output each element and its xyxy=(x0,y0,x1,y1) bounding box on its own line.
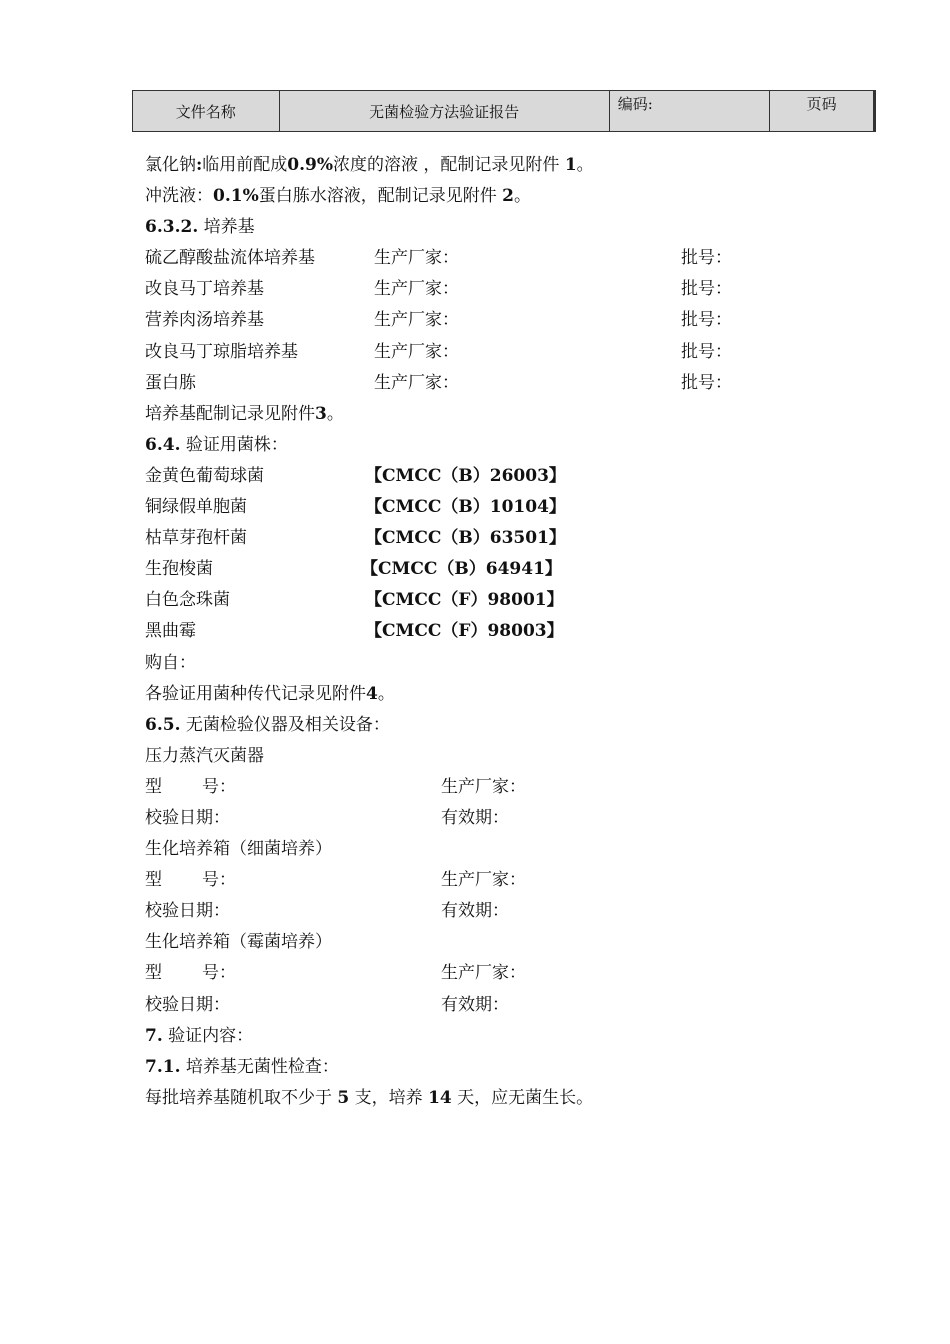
model-label-b: 号： xyxy=(202,870,236,891)
strain-code: 【CMCC（B）26003】 xyxy=(365,465,566,486)
batch-label: 批号： xyxy=(681,372,732,393)
equipment-name xyxy=(145,834,845,865)
nacl-colon: : xyxy=(196,155,203,175)
nacl-end: 。 xyxy=(576,155,594,175)
media-record-line xyxy=(145,399,845,430)
calibration-label: 校验日期： xyxy=(145,994,230,1015)
strain-code: 【CMCC（B）64941】 xyxy=(361,559,562,580)
strain-source-line xyxy=(145,648,845,679)
validation-heading xyxy=(145,1021,845,1052)
equipment-label: 生化培养箱（细菌培养） xyxy=(145,839,332,860)
media-row xyxy=(145,368,845,399)
batch-label: 批号： xyxy=(681,248,732,269)
manufacturer-label: 生产厂家： xyxy=(374,310,459,331)
strains-heading xyxy=(145,430,845,461)
model-label-a: 型 xyxy=(145,963,162,984)
calibration-label: 校验日期： xyxy=(145,807,230,828)
validity-label: 有效期： xyxy=(441,994,509,1015)
strain-source-label: 购自： xyxy=(145,652,196,673)
rinse-concentration: 0.1% xyxy=(213,186,259,207)
manufacturer-label: 生产厂家： xyxy=(441,963,526,984)
strain-code: 【CMCC（F）98003】 xyxy=(365,621,564,642)
rinse-label: 冲洗液： xyxy=(145,186,213,207)
media-record-text: 培养基配制记录见附件 xyxy=(145,403,315,424)
media-record-end: 。 xyxy=(326,403,344,424)
section-title: 培养基 xyxy=(203,217,255,238)
equipment-model-row xyxy=(145,865,845,896)
strain-code: 【CMCC（F）98001】 xyxy=(365,590,564,611)
section-number: 6.3.2. xyxy=(145,217,199,238)
strain-code: 【CMCC（B）10104】 xyxy=(365,497,566,518)
section-title: 无菌检验仪器及相关设备： xyxy=(185,714,390,735)
strain-row xyxy=(145,461,845,492)
strain-record-line xyxy=(145,679,845,710)
equipment-date-row xyxy=(145,803,845,834)
strain-name: 铜绿假单胞菌 xyxy=(145,497,247,518)
strain-name: 黑曲霉 xyxy=(145,621,196,642)
model-label-b: 号： xyxy=(202,776,236,797)
manufacturer-label: 生产厂家： xyxy=(441,776,526,797)
file-name-label: 文件名称 xyxy=(133,91,280,131)
equipment-date-row xyxy=(145,990,845,1021)
strain-name: 金黄色葡萄球菌 xyxy=(145,465,264,486)
nacl-text2: 浓度的溶液 ，配制记录见附件 xyxy=(333,155,560,175)
equipment-name xyxy=(145,741,845,772)
model-label-b: 号： xyxy=(202,963,236,984)
equipment-heading xyxy=(145,710,845,741)
media-row xyxy=(145,243,845,274)
media-row xyxy=(145,337,845,368)
strain-row xyxy=(145,492,845,523)
strain-row xyxy=(145,554,845,585)
validation-text-c: 天，应无菌生长。 xyxy=(457,1087,594,1108)
media-name: 硫乙醇酸盐流体培养基 xyxy=(145,248,315,269)
media-record-attachment: 3 xyxy=(315,403,327,424)
validation-subheading xyxy=(145,1052,845,1083)
validity-label: 有效期： xyxy=(441,901,509,922)
media-row xyxy=(145,305,845,336)
batch-label: 批号： xyxy=(681,279,732,300)
nacl-text: 临用前配成 xyxy=(202,155,288,175)
validation-text-b: 支，培养 xyxy=(354,1087,423,1108)
manufacturer-label: 生产厂家： xyxy=(374,248,459,269)
equipment-label: 生化培养箱（霉菌培养） xyxy=(145,932,332,953)
strain-name: 枯草芽孢杆菌 xyxy=(145,528,247,549)
section-title: 验证内容： xyxy=(168,1025,254,1046)
rinse-line xyxy=(145,181,845,212)
equipment-model-row xyxy=(145,772,845,803)
equipment-name xyxy=(145,927,845,958)
section-number: 6.4. xyxy=(145,434,181,455)
nacl-attachment: 1 xyxy=(564,155,577,175)
nacl-label: 氯化钠 xyxy=(145,155,196,175)
strain-code: 【CMCC（B）63501】 xyxy=(365,528,566,549)
page-label: 页码 xyxy=(806,95,837,113)
subsection-title: 培养基无菌性检查： xyxy=(185,1056,339,1077)
code-label: 编码: xyxy=(610,91,771,131)
manufacturer-label: 生产厂家： xyxy=(441,870,526,891)
rinse-attachment: 2 xyxy=(502,186,514,207)
manufacturer-label: 生产厂家： xyxy=(374,341,459,362)
media-row xyxy=(145,274,845,305)
validity-label: 有效期： xyxy=(441,807,509,828)
strain-record-attachment: 4 xyxy=(366,683,378,704)
validation-text-line xyxy=(145,1083,845,1114)
document-body xyxy=(145,150,845,1114)
culture-days: 14 xyxy=(428,1087,452,1108)
media-name: 蛋白胨 xyxy=(145,372,196,393)
batch-label: 批号： xyxy=(681,310,732,331)
manufacturer-label: 生产厂家： xyxy=(374,279,459,300)
strain-record-text: 各验证用菌种传代记录见附件 xyxy=(145,683,366,704)
rinse-text: 蛋白胨水溶液，配制记录见附件 xyxy=(258,186,497,207)
strain-row xyxy=(145,523,845,554)
section-number: 7. xyxy=(145,1025,163,1046)
media-name: 改良马丁琼脂培养基 xyxy=(145,341,298,362)
rinse-end: 。 xyxy=(513,186,531,207)
nacl-line xyxy=(145,150,845,181)
calibration-label: 校验日期： xyxy=(145,901,230,922)
model-label-a: 型 xyxy=(145,870,162,891)
nacl-concentration: 0.9% xyxy=(287,155,334,175)
document-title: 无菌检验方法验证报告 xyxy=(280,91,610,131)
strain-name: 生孢梭菌 xyxy=(145,559,213,580)
strain-name: 白色念珠菌 xyxy=(145,590,230,611)
model-label-a: 型 xyxy=(145,776,162,797)
strain-record-end: 。 xyxy=(377,683,395,704)
subsection-number: 7.1. xyxy=(145,1056,181,1077)
manufacturer-label: 生产厂家： xyxy=(374,372,459,393)
validation-text-a: 每批培养基随机取不少于 xyxy=(145,1087,332,1108)
section-title: 验证用菌株： xyxy=(185,434,288,455)
media-name: 改良马丁培养基 xyxy=(145,279,264,300)
header-table xyxy=(132,90,874,132)
media-heading xyxy=(145,212,845,243)
strain-row xyxy=(145,616,845,647)
batch-label: 批号： xyxy=(681,341,732,362)
equipment-date-row xyxy=(145,896,845,927)
sample-count: 5 xyxy=(337,1087,350,1108)
strain-row xyxy=(145,585,845,616)
media-name: 营养肉汤培养基 xyxy=(145,310,264,331)
equipment-label: 压力蒸汽灭菌器 xyxy=(145,745,264,766)
equipment-model-row xyxy=(145,958,845,989)
section-number: 6.5. xyxy=(145,714,181,735)
